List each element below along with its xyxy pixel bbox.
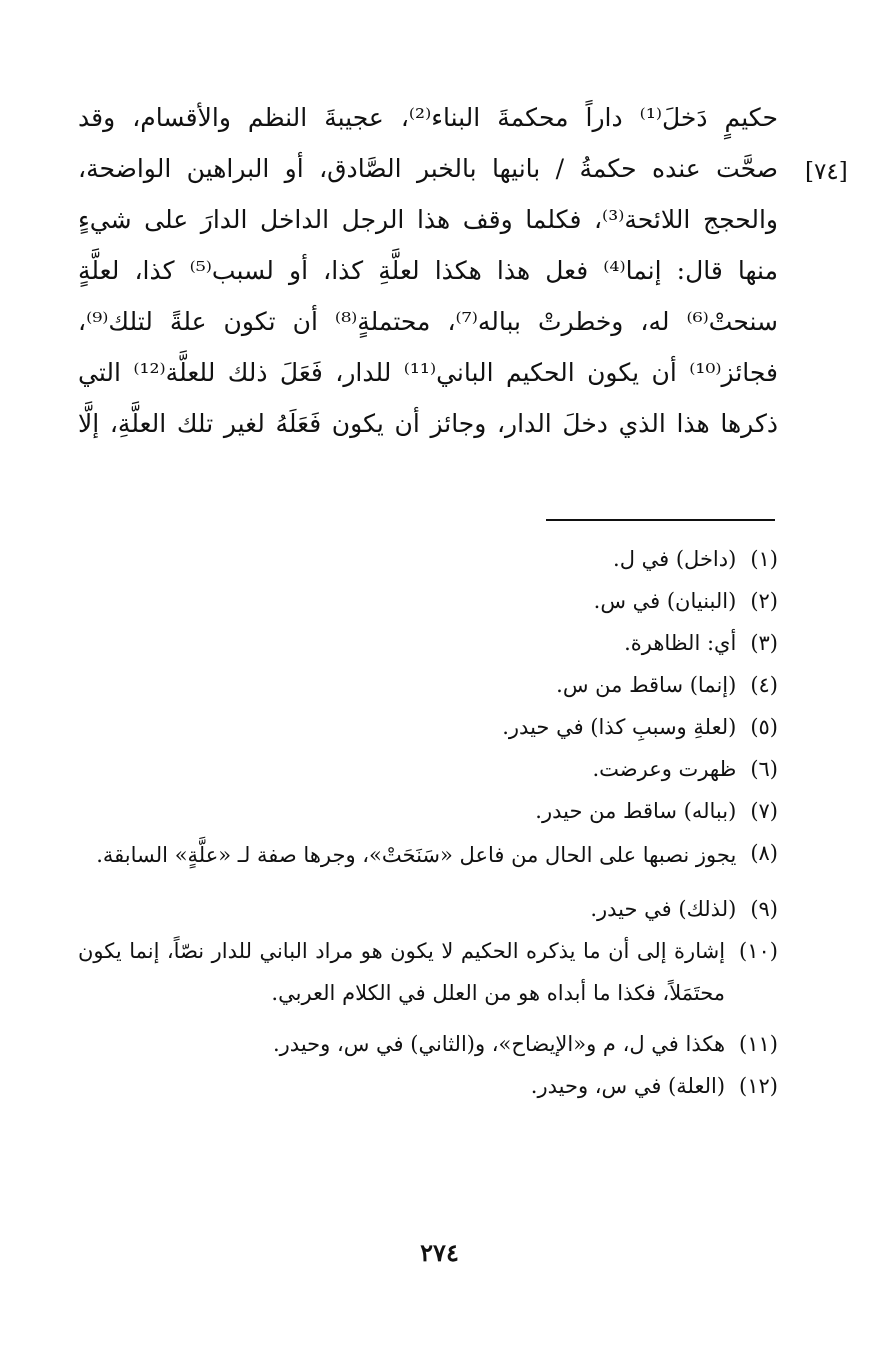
footnote-text: (لذلك) في حيدر. — [590, 897, 737, 921]
body-line: ذكرها هذا الذي دخلَ الدار، وجائز أن يكون فَعَلَهُ لغير تلك العلَّةِ، إلَّا — [78, 409, 778, 438]
footnote — [78, 790, 778, 832]
footnote-text: (داخل) في ل. — [613, 547, 737, 571]
footnote-number: (٩) — [750, 897, 778, 921]
footnote — [78, 1023, 778, 1065]
footnote — [78, 706, 778, 748]
footnote — [78, 622, 778, 664]
footnote — [78, 888, 778, 930]
footnote — [78, 832, 778, 879]
footnote-text: هكذا في ل، م و«الإيضاح»، و(الثاني) في س، وحيدر. — [272, 1032, 726, 1056]
footnote — [78, 538, 778, 580]
footnote-number: (١٢) — [739, 1074, 778, 1098]
footnote-number: (١٠) — [739, 939, 778, 963]
footnote-number: (٢) — [750, 589, 778, 613]
margin-page-reference: [٧٤] — [805, 159, 848, 185]
body-line: منها قال: إنما⁽⁴⁾ فعل هذا هكذا لعلَّةِ كذا، أو لسبب⁽⁵⁾ كذا، لعلَّةٍ — [78, 256, 778, 285]
footnote-text: (البنيان) في س. — [593, 589, 737, 613]
footnote — [78, 930, 778, 1014]
page-number: ٢٧٤ — [420, 1238, 459, 1267]
footnote-number: (٦) — [750, 757, 778, 781]
footnote — [78, 664, 778, 706]
footnote-text: (إنما) ساقط من س. — [556, 673, 737, 697]
footnote-number: (٤) — [750, 673, 778, 697]
footnote-text: (بباله) ساقط من حيدر. — [535, 799, 737, 823]
body-line: والحجج اللائحة⁽³⁾، فكلما وقف هذا الرجل الداخل الدارَ على شيءٍ — [78, 205, 778, 234]
footnotes — [78, 538, 778, 1107]
footnote-text: إشارة إلى أن ما يذكره الحكيم لا يكون هو مراد الباني للدار نصّاً، إنما يكون محتَمَلاً، فكذا ما أبداه هو من العلل في الكلام العربي. — [78, 939, 726, 1005]
footnote-text: (العلة) في س، وحيدر. — [530, 1074, 726, 1098]
body-line: فجائز⁽¹⁰⁾ أن يكون الحكيم الباني⁽¹¹⁾ للدار، فَعَلَ ذلك للعلَّة⁽¹²⁾ التي — [78, 358, 778, 387]
footnote-text: (لعلةِ وسببِ كذا) في حيدر. — [502, 715, 737, 739]
footnote-number: (١) — [750, 547, 778, 571]
footnote-number: (١١) — [739, 1032, 778, 1056]
body-line: صحَّت عنده حكمةُ / بانيها بالخبر الصَّادق، أو البراهين الواضحة، — [78, 154, 778, 183]
footnote — [78, 748, 778, 790]
footnote-text: ظهرت وعرضت. — [592, 757, 737, 781]
footnote — [78, 1065, 778, 1107]
footnote-separator — [546, 519, 775, 521]
main-text-block — [78, 92, 778, 449]
footnote-text: أي: الظاهرة. — [624, 631, 737, 655]
footnote-number: (٣) — [750, 631, 778, 655]
footnote-number: (٧) — [750, 799, 778, 823]
footnote — [78, 580, 778, 622]
footnote-number: (٨) — [750, 841, 778, 865]
footnote-text: يجوز نصبها على الحال من فاعل «سَنَحَتْ»، وجرها صفة لـ «علَّةٍ» السابقة. — [96, 843, 737, 867]
footnote-number: (٥) — [750, 715, 778, 739]
body-line: حكيمٍ دَخلَ⁽¹⁾ داراً محكمةَ البناء⁽²⁾، عجيبةَ النظم والأقسام، وقد — [78, 103, 778, 132]
body-line: سنحتْ⁽⁶⁾ له، وخطرتْ بباله⁽⁷⁾، محتملةٍ⁽⁸⁾ أن تكون علةً لتلك⁽⁹⁾، — [78, 307, 778, 336]
